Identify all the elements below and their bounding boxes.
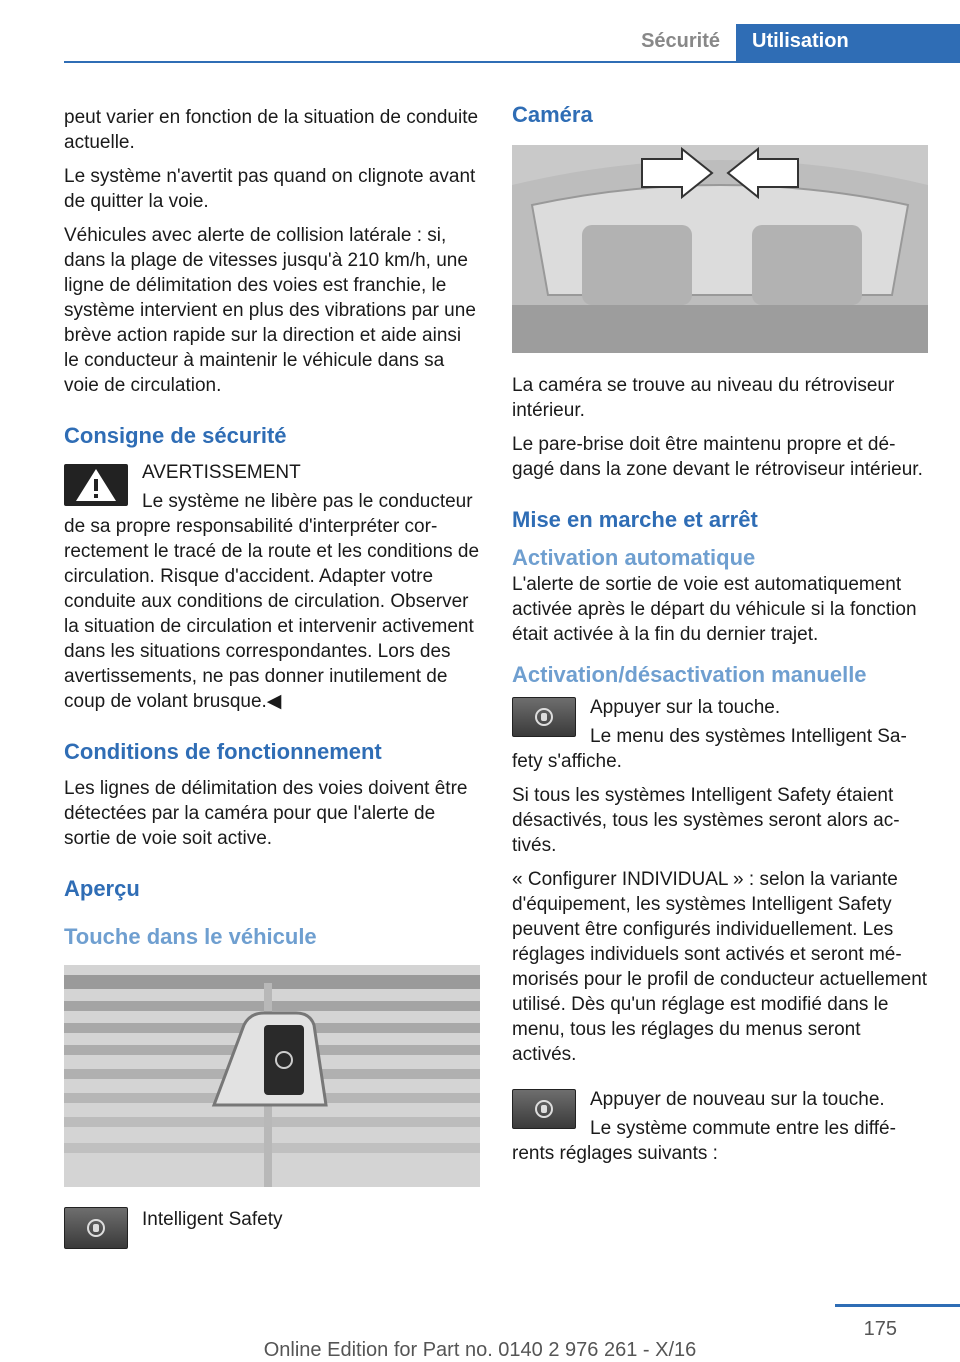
paragraph: Le menu des systèmes Intelligent Safety s'affiche. — [512, 726, 907, 772]
header-section: Sécurité — [641, 30, 720, 52]
press-block — [512, 695, 928, 774]
heading-touche: Touche dans le véhicule — [64, 924, 317, 949]
heading-safety: Consigne de sécurité — [64, 423, 287, 448]
heading-camera: Caméra — [512, 102, 593, 127]
button-location-photo — [64, 965, 480, 1187]
intelligent-safety-button-icon[interactable] — [512, 697, 576, 737]
paragraph: Le système commute entre les différents réglages suivants : — [512, 1118, 896, 1164]
heading-conditions: Conditions de fonctionnement — [64, 739, 382, 764]
paragraph: La caméra se trouve au niveau du rétroviseur intérieur. — [512, 375, 895, 421]
heading-auto: Activation automatique — [512, 545, 756, 570]
camera-photo — [512, 145, 928, 353]
warning-text: Le système ne libère pas le conducteur de sa propre responsabilité d'interpréter correctement le tracé de la route et les conditions de circulation. Risque d'accident. Adapter votre conduite aux conditions de circulation. Observer la situation de circulation et intervenir activement dans les situations correspondantes. Lors des avertissements, ne pas donner inutilement de coup de volant brusque.◀ — [64, 491, 480, 712]
warning-block — [64, 460, 480, 714]
heading-manual: Activation/désactivation manuelle — [512, 662, 867, 687]
intelligent-safety-button-icon[interactable] — [512, 1089, 576, 1129]
left-column — [64, 101, 480, 1253]
paragraph: Les lignes de délimitation des voies doivent être détectées par la caméra pour que l'alerte de sortie de voie soit active. — [64, 778, 468, 849]
button-legend — [64, 1205, 480, 1253]
paragraph: « Configurer INDIVIDUAL » : selon la variante d'équipement, les systèmes Intelligent Safety peuvent être configurés individuellement. Les réglages individuels sont activés et seront mémorisés pour le profil de conducteur actuellement utilisé. Dès qu'un réglage est modifié dans le menu, tous les réglages du menus seront activés. — [512, 869, 928, 1065]
paragraph: Appuyer sur la touche. — [590, 697, 781, 718]
footer-edition: Online Edition for Part no. 0140 2 976 261 - X/16 — [263, 1339, 697, 1361]
paragraph: Appuyer de nouveau sur la touche. — [590, 1089, 885, 1110]
header-tab: Utilisation — [736, 24, 960, 62]
warning-title: AVERTISSEMENT — [142, 462, 301, 483]
heading-apercu: Aperçu — [64, 876, 140, 901]
press-again-block — [512, 1087, 928, 1166]
heading-on-off: Mise en marche et arrêt — [512, 507, 758, 532]
intelligent-safety-button-icon[interactable] — [64, 1207, 128, 1249]
paragraph: peut varier en fonction de la situation de conduite actuelle. — [64, 107, 479, 153]
right-column — [512, 101, 928, 1175]
paragraph: Le système n'avertit pas quand on clignote avant de quitter la voie. — [64, 166, 476, 212]
button-legend-label: Intelligent Safety — [142, 1209, 283, 1230]
paragraph: Si tous les systèmes Intelligent Safety étaient désactivés, tous les systèmes seront alors activés. — [512, 785, 900, 856]
page-number: 175 — [863, 1318, 897, 1340]
header-rule — [64, 61, 960, 63]
paragraph: Véhicules avec alerte de collision latérale : si, dans la plage de vitesses jusqu'à 210 km/h, une ligne de délimitation des voies est franchie, le système intervient en plus des vibrations par une brève action rapide sur la direction et aide ainsi le conducteur à maintenir le véhicule dans sa voie de circulation. — [64, 225, 476, 396]
paragraph: L'alerte de sortie de voie est automatiquement activée après le départ du véhicule si la fonction était activée à la fin du dernier trajet. — [512, 574, 917, 645]
paragraph: Le pare-brise doit être maintenu propre et dégagé dans la zone devant le rétroviseur intérieur. — [512, 434, 923, 480]
warning-triangle-icon — [64, 464, 128, 506]
footer-rule — [835, 1304, 960, 1307]
